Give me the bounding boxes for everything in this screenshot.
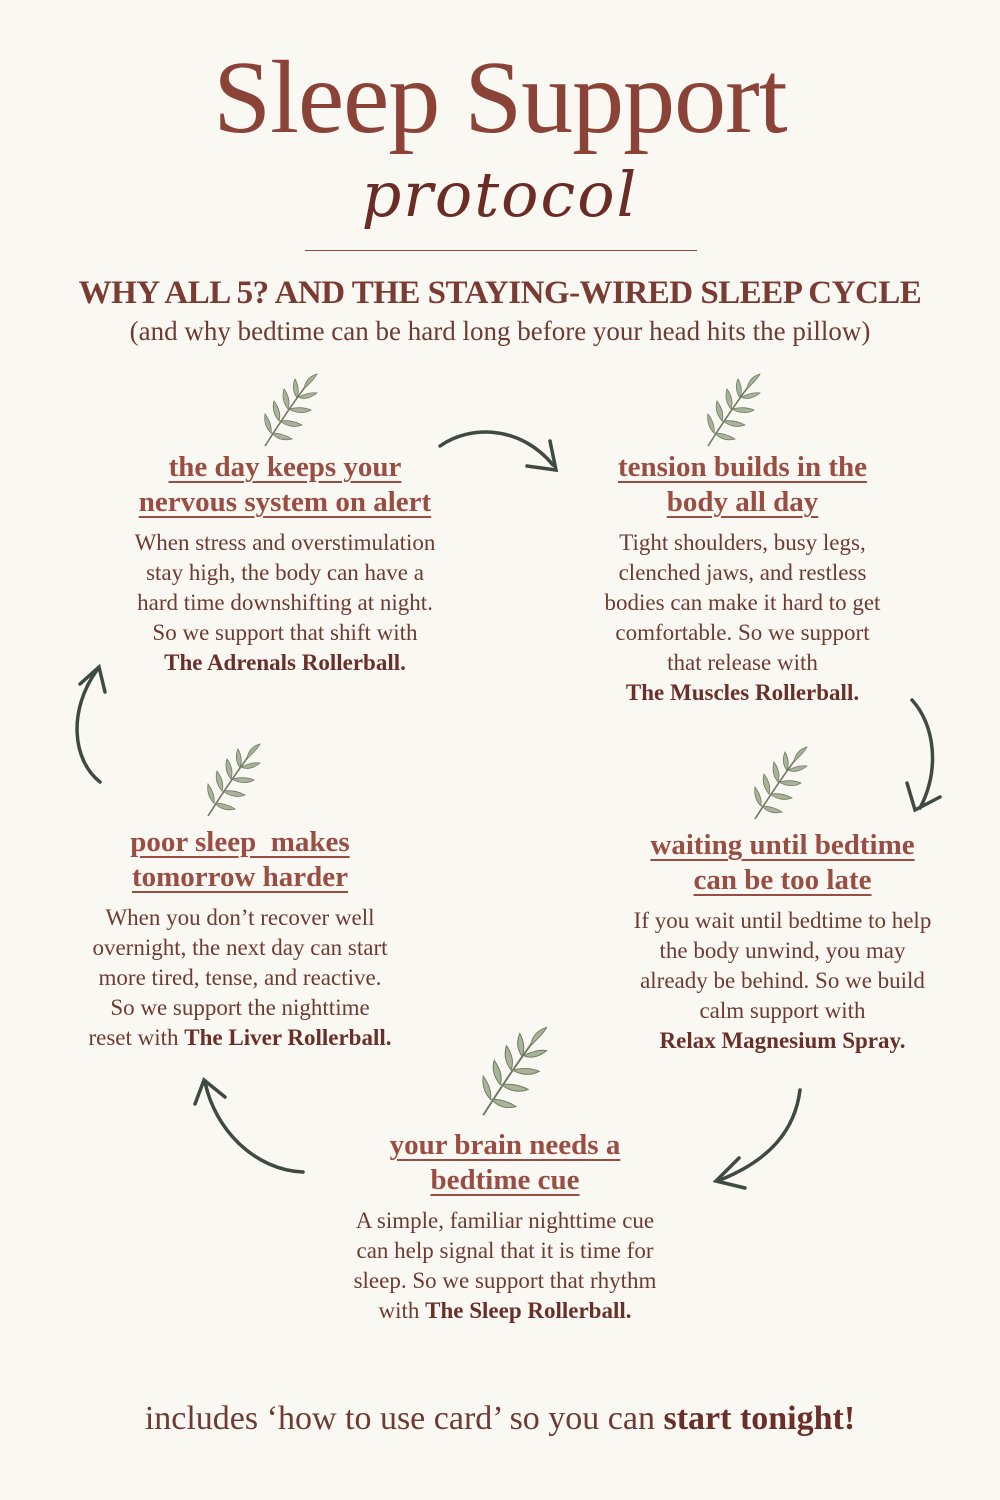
curved-arrow-icon bbox=[912, 700, 932, 808]
footer-emphasis: start tonight! bbox=[663, 1400, 856, 1437]
cycle-step-2 bbox=[555, 450, 930, 708]
product-name: The Adrenals Rollerball. bbox=[164, 650, 406, 675]
cycle-step-3 bbox=[590, 828, 975, 1056]
cycle-step-4 bbox=[300, 1128, 710, 1326]
product-name: The Sleep Rollerball. bbox=[425, 1298, 632, 1323]
page-subtitle-script: protocol bbox=[361, 158, 639, 231]
cycle-step-title: poor sleep makes tomorrow harder bbox=[130, 826, 350, 893]
cycle-step-5 bbox=[45, 825, 435, 1053]
product-name: The Muscles Rollerball. bbox=[625, 680, 860, 705]
footer-callout: includes ‘how to use card’ so you can start tonight! bbox=[144, 1400, 856, 1437]
cycle-step-title: waiting until bedtime can be too late bbox=[650, 829, 915, 896]
product-name: The Liver Rollerball. bbox=[184, 1025, 392, 1050]
cycle-step-body: When stress and overstimulation stay high, the body can have a hard time downshifting at night. So we support that shift with The Adrenals Rollerball. bbox=[134, 530, 436, 675]
cycle-step-title: the day keeps your nervous system on alert bbox=[138, 451, 432, 518]
section-heading: WHY ALL 5? AND THE STAYING-WIRED SLEEP CYCLE bbox=[78, 275, 922, 311]
cycle-step-body: If you wait until bedtime to help the body unwind, you may already be behind. So we build calm support with Relax Magnesium Spray. bbox=[633, 908, 932, 1053]
cycle-step-body: When you don’t recover well overnight, the next day can start more tired, tense, and reactive. So we support the nighttime reset with The Liver Rollerball. bbox=[88, 905, 392, 1050]
curved-arrow-icon bbox=[77, 670, 100, 782]
section-subheading: (and why bedtime can be hard long before your head hits the pillow) bbox=[129, 316, 871, 346]
product-name: Relax Magnesium Spray. bbox=[659, 1028, 906, 1053]
curved-arrow-icon bbox=[205, 1082, 303, 1172]
cycle-step-1 bbox=[80, 450, 490, 678]
cycle-step-title: tension builds in the body all day bbox=[617, 451, 867, 518]
cycle-step-body: A simple, familiar nighttime cue can help signal that it is time for sleep. So we support that rhythm with The Sleep Rollerball. bbox=[353, 1208, 657, 1323]
cycle-step-title: your brain needs a bedtime cue bbox=[389, 1129, 621, 1196]
cycle-step-body: Tight shoulders, busy legs, clenched jaws, and restless bodies can make it hard to get comfortable. So we support that release with The Muscles Rollerball. bbox=[604, 530, 881, 705]
page-title: Sleep Support bbox=[213, 40, 787, 155]
curved-arrow-icon bbox=[716, 1158, 745, 1188]
